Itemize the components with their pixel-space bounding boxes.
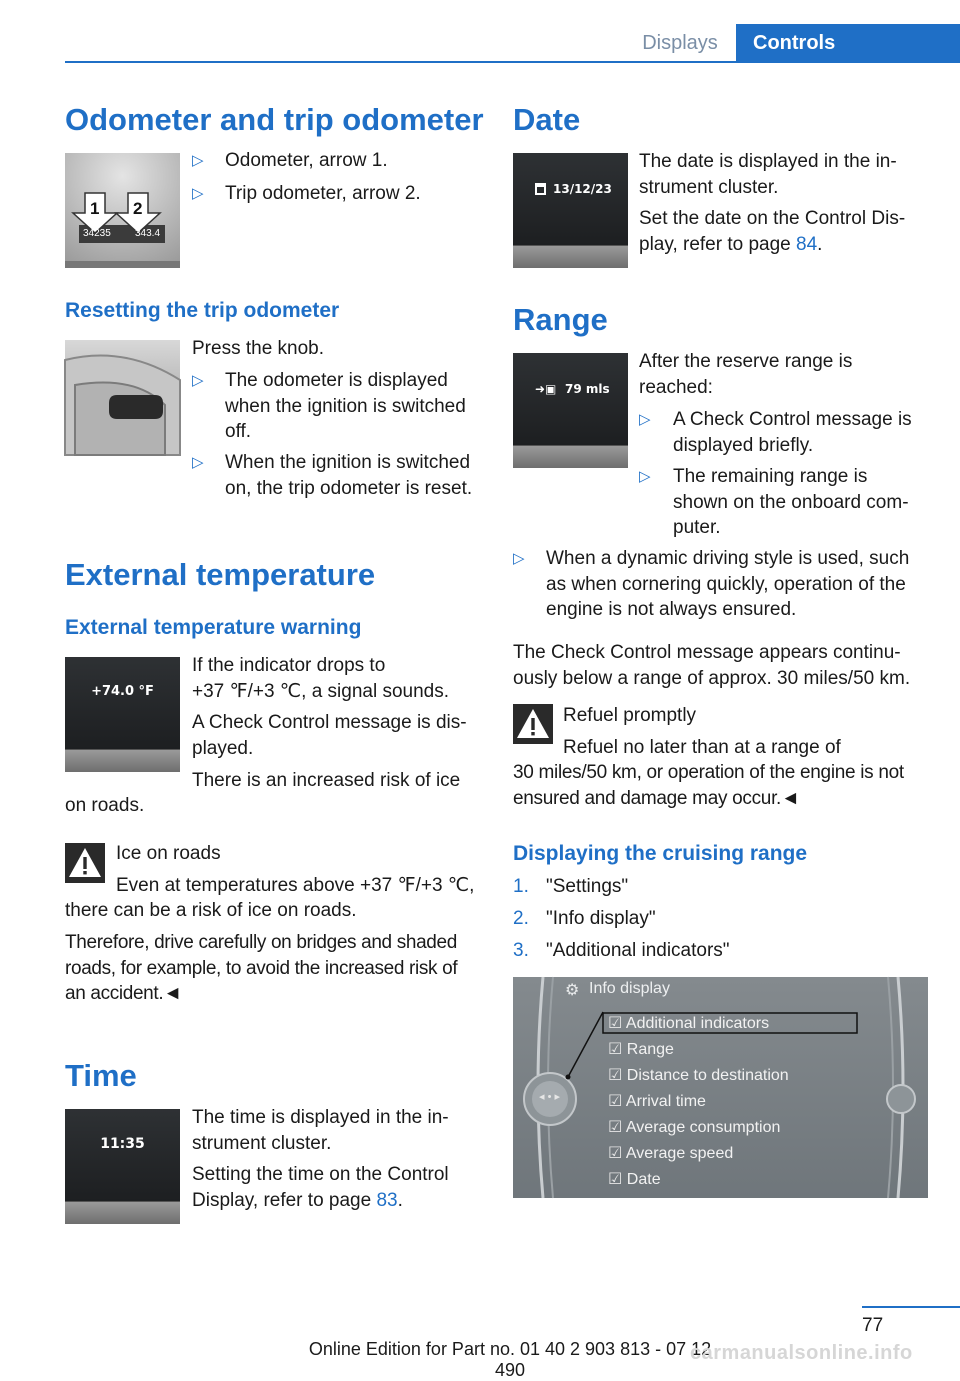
time-paragraph-1: The time is displayed in the in- strument cluster.: [192, 1107, 449, 1154]
ice-warning-text-line1: Even at temperatures above +37 ℉/+3 ℃,: [116, 875, 475, 896]
step-text: "Settings": [546, 876, 629, 897]
checkbox-icon: ☑: [608, 1145, 623, 1162]
page-84-link[interactable]: 84: [796, 233, 818, 255]
checkbox-icon: ☑: [608, 1067, 623, 1084]
ice-warning-text-line2: there can be a risk of ice on roads.: [65, 900, 357, 921]
checkbox-icon: ☑: [608, 1041, 623, 1058]
triangle-right-icon: ▷: [192, 185, 204, 202]
watermark: carmanualsonline.info: [690, 1342, 913, 1364]
menu-item-average-consumption[interactable]: ☑ Average consumption: [608, 1119, 781, 1136]
step-text: "Info display": [546, 908, 656, 929]
temperature-display-image: [65, 657, 180, 772]
odometer-image: [65, 153, 180, 268]
date-display-value: 13/12/23: [553, 182, 612, 196]
warning-triangle-icon: [65, 843, 105, 883]
time-title: Time: [65, 1058, 137, 1093]
control-display-image: [513, 977, 928, 1198]
refuel-warning-rest: 30 miles/50 km, or operation of the engine is not ensured and damage may occur.◄: [513, 762, 904, 809]
menu-item-range[interactable]: ☑ Range: [608, 1041, 674, 1058]
cruising-range-title: Displaying the cruising range: [513, 842, 808, 865]
menu-item-additional-indicators[interactable]: ☑ Additional indicators: [608, 1015, 770, 1032]
checkbox-icon: ☑: [608, 1093, 623, 1110]
menu-item-distance-to-destination[interactable]: ☑ Distance to destination: [608, 1067, 789, 1084]
range-display-image: [513, 353, 628, 468]
menu-item-date[interactable]: ☑ Date: [608, 1171, 661, 1188]
trip-value: 343.4: [135, 228, 161, 239]
checkbox-icon: ☑: [608, 1015, 623, 1032]
ice-warning-title: Ice on roads: [116, 843, 221, 864]
info-display-header: Info display: [589, 980, 670, 997]
odometer-title: Odometer and trip odometer: [65, 102, 484, 137]
external-temperature-title: External temperature: [65, 557, 376, 592]
refuel-warning-title: Refuel promptly: [563, 705, 697, 726]
fuel-pump-icon: ➜▣: [535, 382, 557, 396]
range-display-value: 79 mls: [565, 382, 610, 396]
check-control-paragraph: The Check Control message appears continu- ously below a range of approx. 30 miles/50 km.: [513, 642, 911, 689]
external-paragraph-3-line2: on roads.: [65, 795, 145, 816]
external-paragraph-1: If the indicator drops to +37 ℉/+3 ℃, a signal sounds.: [192, 655, 450, 702]
tab-controls[interactable]: Controls: [736, 24, 960, 62]
external-paragraph-3-line1: There is an increased risk of ice: [192, 770, 461, 791]
footer-rule: [862, 1306, 960, 1308]
arrow-1-label: 1: [90, 199, 100, 218]
triangle-right-icon: ▷: [513, 550, 525, 567]
triangle-right-icon: ▷: [192, 152, 204, 169]
step-item: 2.: [513, 908, 529, 929]
time-paragraph-2: Setting the time on the Control Display, refer to page 83.: [192, 1164, 449, 1211]
time-display-image: [65, 1109, 180, 1224]
date-paragraph-2: Set the date on the Control Dis- play, refer to page 84.: [639, 208, 906, 255]
triangle-right-icon: ▷: [192, 454, 204, 471]
info-display-menu: [608, 1014, 908, 1196]
page-number: 77: [862, 1315, 884, 1336]
external-temperature-subtitle: External temperature warning: [65, 616, 362, 639]
triangle-right-icon: ▷: [639, 468, 651, 485]
resetting-title: Resetting the trip odometer: [65, 299, 340, 322]
range-intro: After the reserve range is reached:: [639, 351, 853, 398]
ice-warning-text-2: Therefore, drive carefully on bridges and shaded roads, for example, to avoid the increased risk of an accident.◄: [65, 932, 458, 1004]
edition-text: Online Edition for Part no. 01 40 2 903 813 - 07 12 490: [308, 1339, 712, 1380]
temperature-display-value: +74.0 °F: [91, 684, 154, 699]
step-item: 1.: [513, 876, 529, 897]
time-display-value: 11:35: [100, 1136, 145, 1152]
gear-icon: ⚙: [565, 982, 580, 999]
page-83-link[interactable]: 83: [376, 1189, 398, 1211]
warning-triangle-icon: [513, 704, 553, 744]
menu-item-arrival-time[interactable]: ☑ Arrival time: [608, 1093, 706, 1110]
tab-displays[interactable]: Displays: [642, 32, 718, 54]
calendar-icon: [535, 183, 546, 195]
date-title: Date: [513, 102, 581, 137]
range-title: Range: [513, 302, 608, 337]
odometer-value: 34235: [83, 228, 111, 239]
refuel-warning-line1: Refuel no later than at a range of: [563, 737, 841, 758]
resetting-intro: Press the knob.: [192, 338, 325, 359]
step-item: 3.: [513, 940, 529, 961]
checkbox-icon: ☑: [608, 1119, 623, 1136]
date-paragraph-1: The date is displayed in the in- strument cluster.: [639, 151, 897, 198]
triangle-right-icon: ▷: [192, 372, 204, 389]
checkbox-icon: ☑: [608, 1171, 623, 1188]
knob-image: [65, 340, 180, 455]
arrow-2-label: 2: [133, 199, 143, 218]
step-text: "Additional indicators": [546, 940, 730, 961]
header-rule: [65, 61, 960, 63]
date-display-image: [513, 153, 628, 268]
menu-item-average-speed[interactable]: ☑ Average speed: [608, 1145, 734, 1162]
external-paragraph-2: A Check Control message is dis- played.: [192, 712, 467, 759]
controller-arrows-icon: ◂ • ▸: [539, 1091, 561, 1103]
triangle-right-icon: ▷: [639, 411, 651, 428]
